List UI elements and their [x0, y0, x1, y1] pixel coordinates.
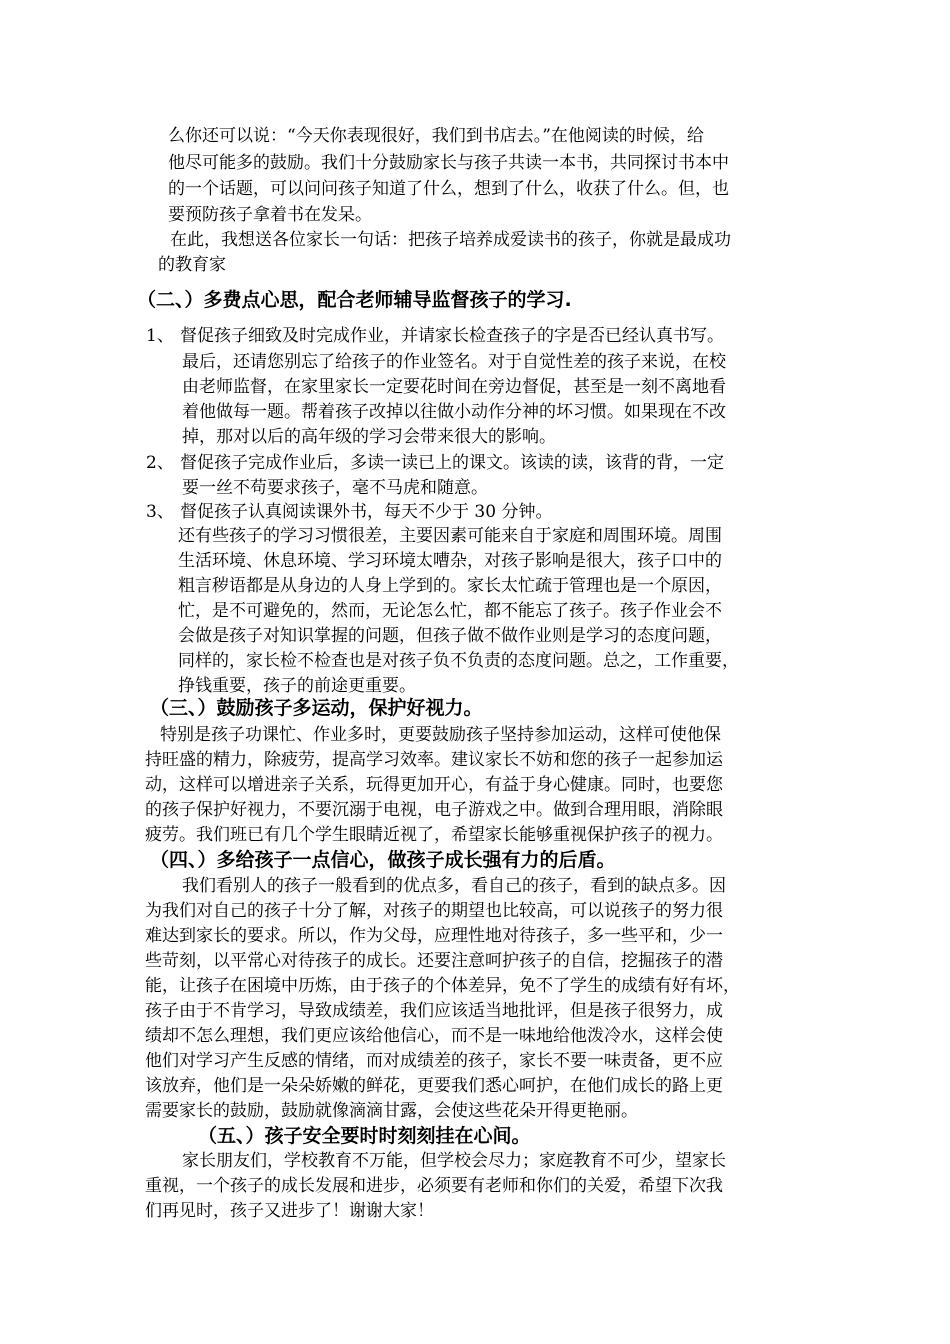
paragraph-line: 在此，我想送各位家长一句话：把孩子培养成爱读书的孩子，你就是最成功 — [170, 230, 731, 250]
paragraph-line: 持旺盛的精力，除疲劳，提高学习效率。建议家长不妨和您的孩子一起参加运 — [145, 750, 723, 770]
paragraph-line: 绩却不怎么理想，我们更应该给他信心，而不是一味地给他泼冷水，这样会使 — [145, 1026, 723, 1046]
list-item-line: 会做是孩子对知识掌握的问题，但孩子做不做作业则是学习的态度问题， — [178, 626, 722, 646]
section-heading: （四、）多给孩子一点信心，做孩子成长强有力的后盾。 — [150, 849, 616, 871]
paragraph-line: 家长朋友们，学校教育不万能，但学校会尽力；家庭教育不可少，望家长 — [182, 1151, 726, 1171]
paragraph-line: 该放弃，他们是一朵朵娇嫩的鲜花，更要我们悉心呵护，在他们成长的路上更 — [145, 1076, 723, 1096]
section-heading: （二、）多费点心思，配合老师辅导监督孩子的学习. — [137, 289, 572, 311]
list-number: 1、 — [146, 326, 174, 346]
paragraph-line: 他尽可能多的鼓励。我们十分鼓励家长与孩子共读一本书，共同探讨书本中 — [168, 153, 729, 173]
paragraph-line: 的孩子保护好视力，不要沉溺于电视，电子游戏之中。做到合理用眼，消除眼 — [145, 800, 723, 820]
paragraph-line: 的教育家 — [158, 255, 226, 275]
paragraph-line: 动，这样可以增进亲子关系，玩得更加开心，有益于身心健康。同时，也要您 — [145, 775, 723, 795]
list-item-line: 忙，是不可避免的，然而，无论怎么忙，都不能忘了孩子。孩子作业会不 — [178, 601, 722, 621]
paragraph-line: 孩子由于不肯学习，导致成绩差，我们应该适当地批评，但是孩子很努力，成 — [145, 1001, 723, 1021]
paragraph-line: 的一个话题，可以问问孩子知道了什么，想到了什么，收获了什么。但，也 — [168, 179, 729, 199]
paragraph-line: 些苛刻，以平常心对待孩子的成长。还要注意呵护孩子的自信，挖掘孩子的潜 — [145, 951, 723, 971]
paragraph-line: 么你还可以说：“今天你表现很好，我们到书店去。”在他阅读的时候，给 — [168, 126, 704, 146]
paragraph-line: 能，让孩子在困境中历炼，由于孩子的个体差异，免不了学生的成绩有好有坏， — [145, 976, 740, 996]
list-item-line: 最后，还请您别忘了给孩子的作业签名。对于自觉性差的孩子来说，在校 — [182, 352, 726, 372]
list-item-line: 掉，那对以后的高年级的学习会带来很大的影响。 — [182, 427, 556, 447]
list-item-line: 粗言秽语都是从身边的人身上学到的。家长太忙疏于管理也是一个原因， — [178, 576, 722, 596]
paragraph-line: 他们对学习产生反感的情绪，而对成绩差的孩子，家长不要一味责备，更不应 — [145, 1051, 723, 1071]
list-item-line: 督促孩子细致及时完成作业，并请家长检查孩子的字是否已经认真书写。 — [180, 326, 724, 346]
paragraph-line: 疲劳。我们班已有几个学生眼睛近视了，希望家长能够重视保护孩子的视力。 — [145, 825, 723, 845]
list-item-line: 督促孩子认真阅读课外书，每天不少于 30 分钟。 — [180, 502, 553, 522]
section-heading: （五、）孩子安全要时时刻刻挂在心间。 — [198, 1125, 531, 1147]
paragraph-line: 难达到家长的要求。所以，作为父母，应理性地对待孩子，多一些平和，少一 — [145, 926, 723, 946]
paragraph-line: 特别是孩子功课忙、作业多时，更要鼓励孩子坚持参加运动，这样可使他保 — [160, 725, 721, 745]
list-item-line: 同样的，家长检不检查也是对孩子负不负责的态度问题。总之，工作重要， — [178, 651, 739, 671]
list-item-line: 要一丝不苟要求孩子，毫不马虎和随意。 — [182, 478, 488, 498]
paragraph-line: 需要家长的鼓励，鼓励就像滴滴甘露，会使这些花朵开得更艳丽。 — [145, 1101, 638, 1121]
list-item-line: 生活环境、休息环境、学习环境太嘈杂，对孩子影响是很大，孩子口中的 — [178, 551, 722, 571]
list-item-line: 还有些孩子的学习习惯很差，主要因素可能来自于家庭和周围环境。周围 — [178, 526, 722, 546]
paragraph-line: 重视，一个孩子的成长发展和进步，必须要有老师和你们的关爱，希望下次我 — [145, 1176, 723, 1196]
list-item-line: 挣钱重要，孩子的前途更重要。 — [178, 676, 416, 696]
list-item-line: 着他做每一题。帮着孩子改掉以往做小动作分神的坏习惯。如果现在不改 — [182, 402, 726, 422]
paragraph-line: 们再见时，孩子又进步了！谢谢大家！ — [145, 1201, 434, 1221]
section-heading: （三、）鼓励孩子多运动，保护好视力。 — [150, 697, 483, 719]
paragraph-line: 我们看别人的孩子一般看到的优点多，看自己的孩子，看到的缺点多。因 — [182, 876, 726, 896]
list-number: 2、 — [146, 453, 174, 473]
list-item-line: 督促孩子完成作业后，多读一读已上的课文。该读的读，该背的背，一定 — [180, 453, 724, 473]
paragraph-line: 要预防孩子拿着书在发呆。 — [168, 205, 372, 225]
paragraph-line: 为我们对自己的孩子十分了解，对孩子的期望也比较高，可以说孩子的努力很 — [145, 901, 723, 921]
list-number: 3、 — [146, 502, 174, 522]
list-item-line: 由老师监督，在家里家长一定要花时间在旁边督促，甚至是一刻不离地看 — [182, 377, 726, 397]
